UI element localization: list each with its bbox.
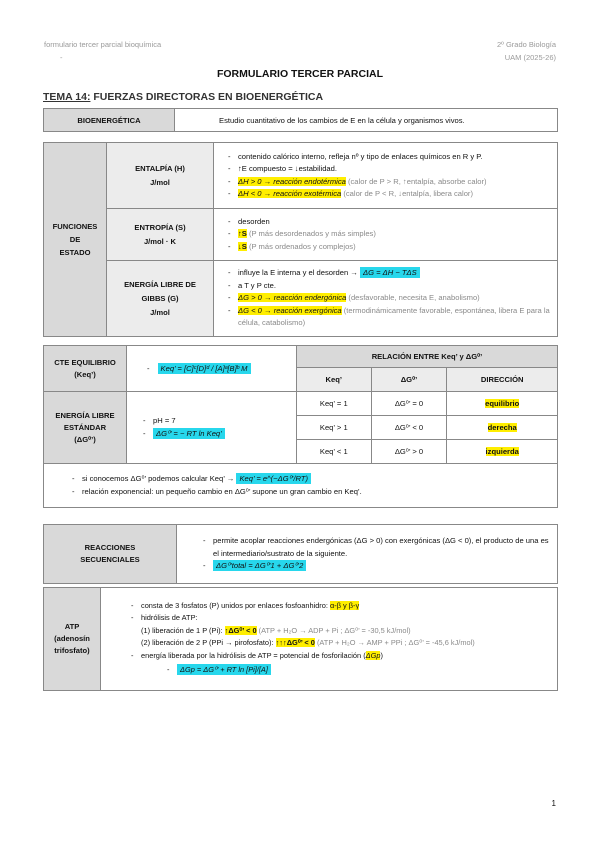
atp-b2: - hidrólisis de ATP: — [141, 612, 551, 625]
atp-b4 — [129, 637, 551, 650]
cte-label-2: (Keq’) — [74, 369, 96, 379]
funciones-label-2: DE — [69, 235, 81, 244]
ele-b2 — [153, 428, 295, 441]
gibbs-b1-text: influye la E interna y el desorden → — [238, 268, 360, 278]
atp-b3-text: (1) liberación de 1 P (Pi): — [141, 625, 225, 635]
reacciones-label-2: SECUENCIALES — [80, 555, 140, 564]
row2-dg: ΔG⁰’ < 0 — [371, 416, 447, 440]
atp-label-1: ATP — [64, 622, 80, 631]
equilibrio-notes — [44, 464, 558, 508]
entalpia-content — [214, 143, 558, 209]
row2-dir-cell — [447, 416, 558, 440]
gibbs-b3-note: (desfavorable, necesita E, anabolismo) — [346, 293, 480, 303]
header-left — [44, 38, 161, 64]
cte-label-1: CTE EQUILIBRIO — [54, 357, 116, 367]
row3-dir-cell — [447, 440, 558, 464]
header-left-line2: - — [60, 53, 63, 62]
atp-b1-hl: α-β y β-γ — [330, 600, 360, 610]
reacciones-label-1: REACCIONES — [84, 543, 136, 552]
header-left-line1: formulario tercer parcial bioquímica — [44, 40, 162, 49]
equilibrio-table — [43, 345, 558, 508]
eq-note1-text: si conocemos ΔG⁰’ podemos calcular Keq’ → — [82, 474, 237, 483]
eq-note1-eq: Keq’ = e^(−ΔG⁰’/RT) — [236, 473, 311, 484]
funciones-label — [44, 143, 107, 337]
reacciones-label — [44, 525, 177, 584]
atp-table — [43, 587, 558, 691]
page-title: FORMULARIO TERCER PARCIAL — [216, 68, 384, 80]
atp-b5 — [141, 650, 551, 663]
entropia-label — [107, 209, 214, 261]
bioenergetica-label: BIOENERGÉTICA — [44, 109, 175, 132]
gibbs-b2: - a T y P cte. — [238, 280, 551, 293]
gibbs-b1-eq: ΔG = ΔH − TΔS — [360, 267, 420, 278]
ele-b2-eq: ΔG⁰’ = − RT ln Keq’ — [153, 428, 225, 439]
atp-b3-note: (ATP + H₂O → ADP + Pi ; ΔG⁰’ = -30,5 kJ/mol) — [256, 625, 411, 635]
header-right-line2: UAM (2025-26) — [504, 53, 556, 62]
col-dir: DIRECCIÓN — [447, 368, 558, 392]
gibbs-name-2: GIBBS (G) — [141, 293, 179, 303]
eq-note2: - relación exponencial: un pequeño cambio en ΔG⁰’ supone un gran cambio en Keq’. — [82, 486, 556, 499]
gibbs-b4-eq: ΔG < 0 → reacción exergónica — [238, 305, 342, 315]
entalpia-b2: - ↑E compuesto = ↓estabilidad. — [238, 163, 551, 176]
gibbs-b3-eq: ΔG > 0 → reacción endergónica — [238, 293, 347, 303]
atp-b6: - ΔGp = ΔG⁰’ + RT ln [Pi]/[A] — [129, 662, 551, 678]
gibbs-b4 — [238, 305, 551, 330]
entalpia-b4-eq: ΔH < 0 → reacción exotérmica — [238, 189, 342, 198]
eq-note1 — [82, 473, 556, 486]
entalpia-name: ENTALPÍA (H) — [135, 163, 185, 173]
header-right — [497, 38, 556, 64]
row1-keq: Keq’ = 1 — [297, 392, 372, 416]
gibbs-b4-note: (termodinámicamente favorable, espontánea, libera E para la célula, catabolismo) — [238, 305, 550, 328]
entropia-b3-sym: ↓S — [238, 241, 247, 251]
atp-b3 — [129, 625, 551, 638]
atp-b1 — [141, 600, 551, 613]
section-number: TEMA 14: — [43, 91, 91, 103]
reacciones-b1: - permite acoplar reacciones endergónicas (ΔG > 0) con exergónicas (ΔG < 0), el producto de una es el intermediario/sustrato de la siguiente. — [213, 535, 549, 560]
atp-b4-text: (2) liberación de 2 P (PPi → pirofosfato): — [141, 638, 276, 648]
ele-b1: - pH = 7 — [153, 415, 295, 428]
entropia-b3 — [238, 241, 551, 254]
cte-formula: Keq’ = [C]ᶜ[D]ᵈ / [A]ᵃ[B]ᵇ M — [158, 363, 251, 374]
atp-label — [44, 588, 101, 691]
entalpia-b3-eq: ΔH > 0 → reacción endotérmica — [238, 176, 346, 186]
row1-dir-cell — [447, 392, 558, 416]
ele-label-3: (ΔG⁰’) — [74, 434, 96, 444]
funciones-table — [43, 142, 558, 337]
gibbs-b1 — [238, 267, 551, 280]
col-dg: ΔG⁰’ — [371, 368, 447, 392]
bioenergetica-desc: Estudio cuantitativo de los cambios de E en la célula y organismos vivos. — [175, 109, 558, 132]
gibbs-name-1: ENERGÍA LIBRE DE — [124, 279, 196, 289]
cte-formula-cell: - Keq’ = [C]ᶜ[D]ᵈ / [A]ᵃ[B]ᵇ M — [127, 346, 297, 392]
ele-content — [127, 392, 297, 464]
reacciones-b2-eq: ΔG⁰’total = ΔG⁰’1 + ΔG⁰’2 — [213, 560, 306, 571]
funciones-label-1: FUNCIONES — [52, 222, 98, 231]
ele-label — [44, 392, 127, 464]
atp-b4-hl: ↑↑↑ΔG⁰’ < 0 — [275, 638, 315, 648]
row3-dg: ΔG⁰’ > 0 — [371, 440, 447, 464]
funciones-label-3: ESTADO — [59, 248, 91, 257]
entropia-b1: - desorden — [238, 216, 551, 229]
atp-b4-note: (ATP + H₂O → AMP + PPi ; ΔG⁰’ = -45,6 kJ/mol) — [314, 638, 475, 648]
entropia-unit: J/mol · K — [143, 236, 177, 246]
entalpia-b1: - contenido calórico interno, refleja nº y tipo de enlaces químicos en R y P. — [238, 151, 551, 164]
atp-content — [101, 588, 558, 691]
reacciones-table — [43, 524, 558, 584]
entalpia-b4-note: (calor de P < R, ↓entalpía, libera calor) — [341, 189, 473, 198]
gibbs-unit: J/mol — [150, 307, 170, 317]
atp-label-3: trifosfato) — [54, 646, 90, 655]
row1-dir: equilibrio — [485, 399, 520, 408]
section-heading — [43, 91, 323, 103]
row3-dir: izquierda — [485, 447, 519, 456]
entropia-name: ENTROPÍA (S) — [134, 222, 186, 232]
row2-keq: Keq’ > 1 — [297, 416, 372, 440]
atp-b3-hl: ↑ΔG⁰’ < 0 — [224, 625, 257, 635]
rel-title: RELACIÓN ENTRE Keq’ y ΔG⁰’ — [297, 346, 558, 368]
atp-b5-hl: ΔGp — [365, 650, 381, 660]
reacciones-b2 — [213, 560, 549, 573]
header-right-line1: 2º Grado Biología — [496, 40, 556, 49]
ele-label-2: ESTÁNDAR — [63, 422, 107, 432]
atp-b6-eq: ΔGp = ΔG⁰’ + RT ln [Pi]/[A] — [177, 664, 271, 675]
cte-label — [44, 346, 127, 392]
entropia-b2-note: (P más desordenados y más simples) — [246, 229, 376, 239]
entalpia-b4 — [238, 188, 551, 201]
atp-label-2: (adenosín — [54, 634, 90, 643]
gibbs-label — [107, 261, 214, 337]
ele-label-1: ENERGÍA LIBRE — [55, 410, 115, 420]
reacciones-content — [177, 525, 558, 584]
entropia-b3-note: (P más ordenados y complejos) — [246, 241, 356, 251]
atp-b1-text: consta de 3 fosfatos (P) unidos por enlaces fosfoanhidro: — [141, 600, 330, 610]
page-number: 1 — [551, 799, 556, 808]
gibbs-content — [214, 261, 558, 337]
entalpia-b3 — [238, 176, 551, 189]
row3-keq: Keq’ < 1 — [297, 440, 372, 464]
row1-dg: ΔG⁰’ = 0 — [371, 392, 447, 416]
entropia-content — [214, 209, 558, 261]
row2-dir: derecha — [487, 423, 517, 432]
entalpia-unit: J/mol — [150, 177, 170, 187]
section-title: FUERZAS DIRECTORAS EN BIOENERGÉTICA — [93, 91, 324, 103]
atp-b5-end: ) — [380, 650, 383, 660]
atp-b5-text: energía liberada por la hidrólisis de ATP = potencial de fosforilación ( — [141, 650, 366, 660]
entropia-b2-sym: ↑S — [238, 229, 247, 239]
gibbs-b3 — [238, 292, 551, 305]
entropia-b2 — [238, 228, 551, 241]
col-keq: Keq’ — [297, 368, 372, 392]
bioenergetica-table — [43, 108, 558, 132]
entalpia-b3-note: (calor de P > R, ↑entalpía, absorbe calor) — [345, 176, 487, 186]
entalpia-label — [107, 143, 214, 209]
